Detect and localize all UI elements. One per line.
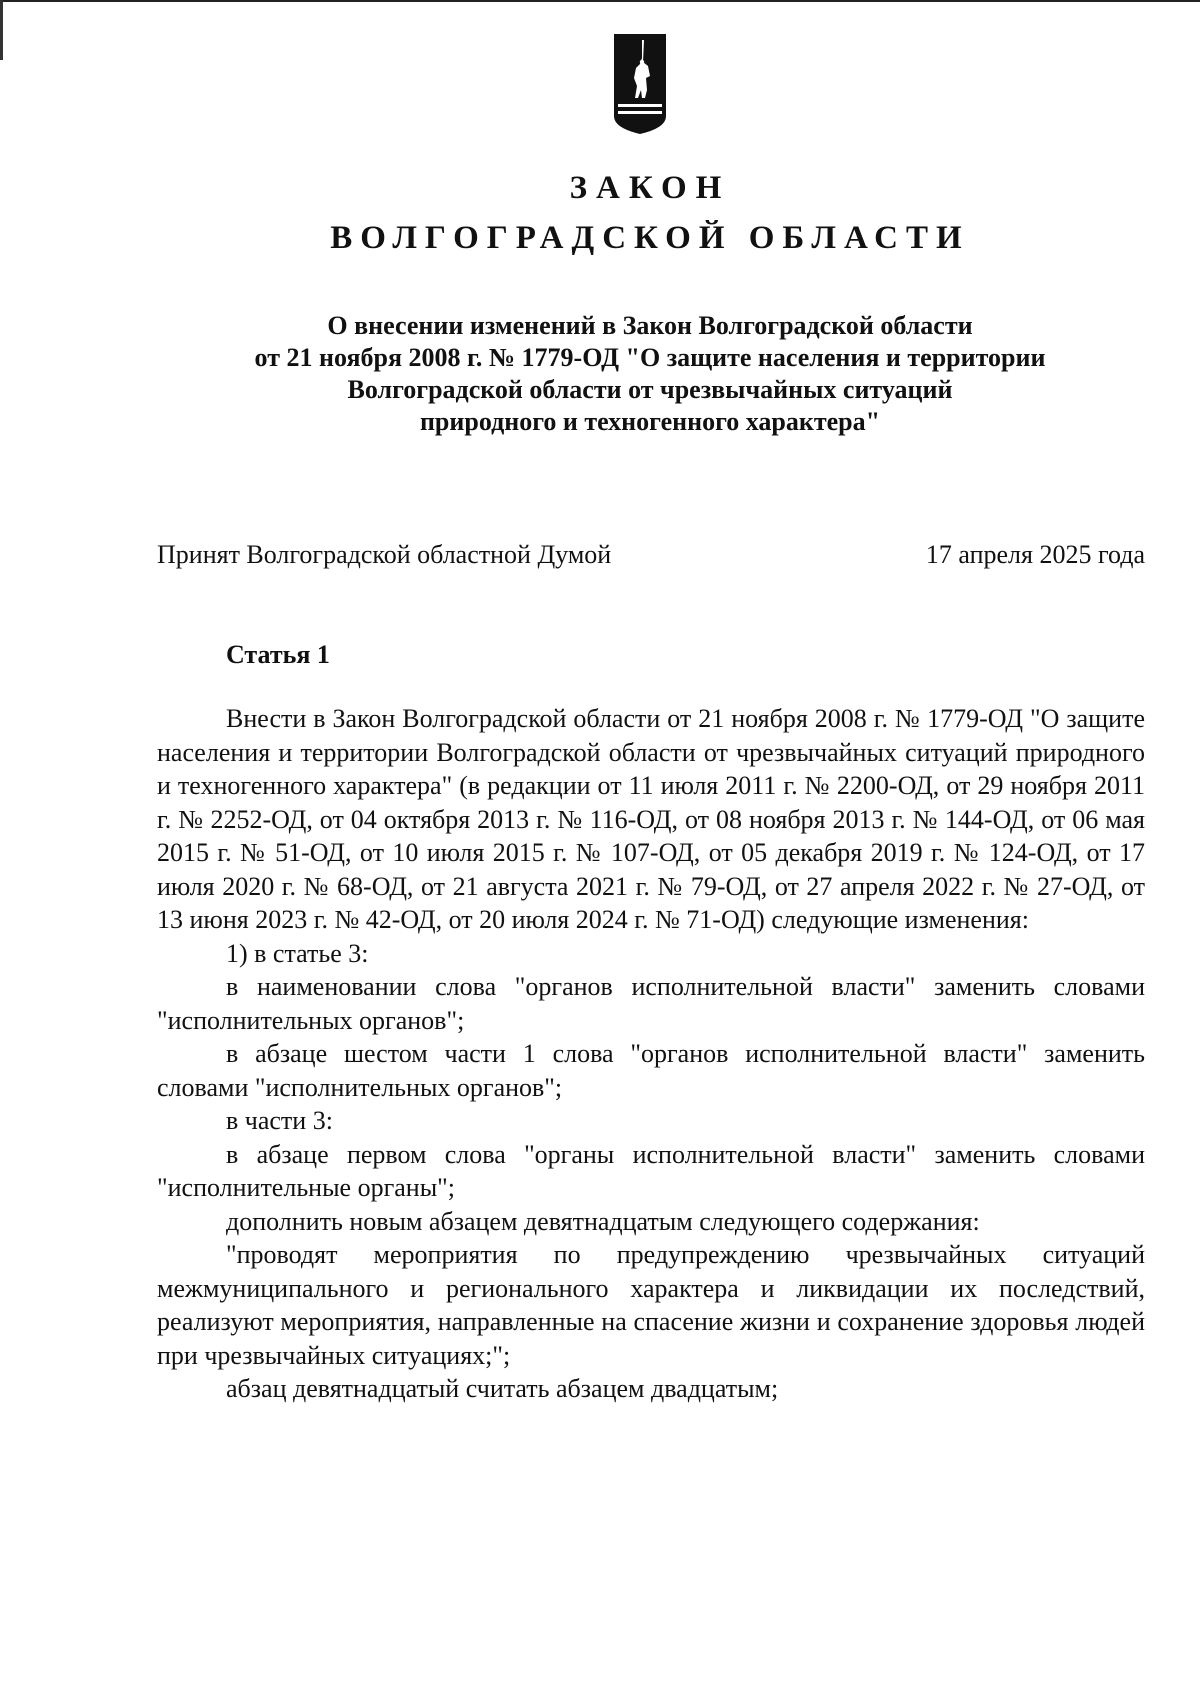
scan-left-edge (0, 0, 3, 60)
article-body (157, 702, 1145, 1406)
subject-line: от 21 ноября 2008 г. № 1779-ОД "О защите населения и территории (254, 343, 1046, 372)
article-heading: Статья 1 (226, 640, 330, 669)
article-paragraph: дополнить новым абзацем девятнадцатым следующего содержания: (226, 1206, 980, 1236)
article-paragraph: в части 3: (226, 1106, 333, 1135)
volgograd-coat-of-arms-icon (612, 32, 668, 136)
law-subject (160, 310, 1140, 438)
adoption-date: 17 апреля 2025 года (925, 540, 1145, 569)
article-paragraph: 1) в статье 3: (226, 938, 369, 968)
document-title-region: ВОЛГОГРАДСКОЙ ОБЛАСТИ (330, 220, 970, 256)
scan-top-edge (0, 0, 1200, 2)
article-paragraph: в абзаце первом слова "органы исполнительной власти" заменить словами "исполнительные органы"; (157, 1139, 1145, 1202)
adoption-row (157, 540, 1145, 570)
article-paragraph: "проводят мероприятия по предупреждению чрезвычайных ситуаций межмуниципального и регионального характера и ликвидации их последствий, реализуют мероприятия, направленные на спасение жизни и сохранение здоровья людей при чрезвычайных ситуациях;"; (157, 1240, 1145, 1370)
subject-line: Волгоградской области от чрезвычайных ситуаций (347, 375, 953, 404)
subject-line: О внесении изменений в Закон Волгоградской области (327, 311, 973, 340)
article-paragraph: Внести в Закон Волгоградской области от 21 ноября 2008 г. № 1779-ОД "О защите населения и территории Волгоградской области от чрезвычайных ситуаций природного и техногенного характера" (в редакции от 11 июля 2011 г. № 2200-ОД, от 29 ноября 2011 г. № 2252-ОД, от 04 октября 2013 г. № 116-ОД, от 08 ноября 2013 г. № 144-ОД, от 06 мая 2015 г. № 51-ОД, от 10 июля 2015 г. № 107-ОД, от 05 декабря 2019 г. № 124-ОД, от 17 июля 2020 г. № 68-ОД, от 21 августа 2021 г. № 79-ОД, от 27 апреля 2022 г. № 27-ОД, от 13 июня 2023 г. № 42-ОД, от 20 июля 2024 г. № 71-ОД) следующие изменения: (157, 704, 1145, 934)
adopted-by: Принят Волгоградской областной Думой (157, 540, 612, 569)
document-title-law: ЗАКОН (569, 170, 731, 206)
article-paragraph: абзац девятнадцатый считать абзацем двадцатым; (226, 1374, 779, 1403)
article-paragraph: в абзаце шестом части 1 слова "органов исполнительной власти" заменить словами "исполнительных органов"; (157, 1039, 1145, 1102)
subject-line: природного и техногенного характера" (419, 407, 881, 436)
article-paragraph: в наименовании слова "органов исполнительной власти" заменить словами "исполнительных органов"; (157, 972, 1145, 1035)
